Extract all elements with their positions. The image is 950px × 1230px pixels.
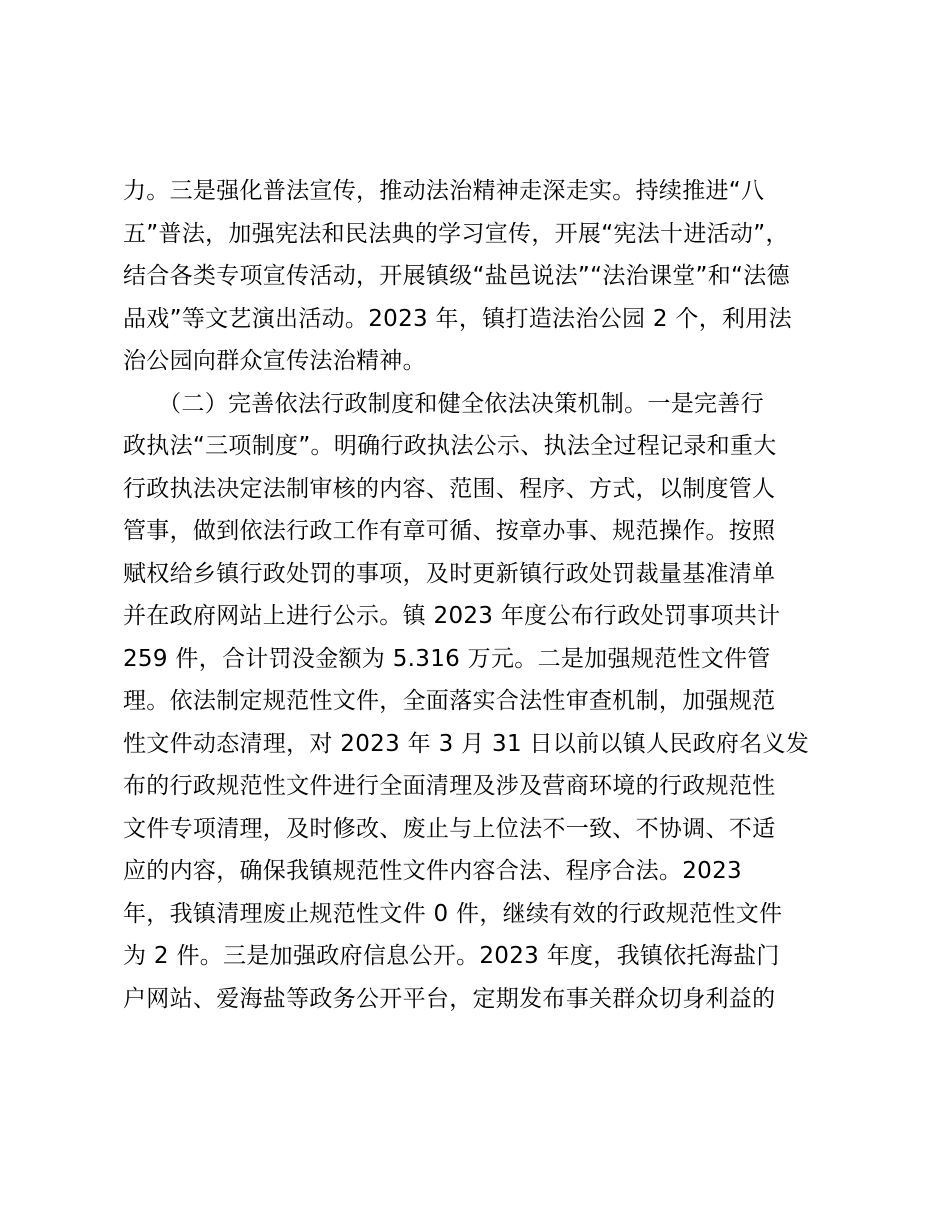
text-line: 治公园向群众宣传法治精神。 bbox=[123, 348, 426, 374]
text-line: 文件专项清理，及时修改、废止与上位法不一致、不协调、不适 bbox=[123, 815, 776, 842]
text-line: 为 2 件。三是加强政府信息公开。2023 年度，我镇依托海盐门 bbox=[123, 943, 780, 969]
text-line: 品戏”等文艺演出活动。2023 年，镇打造法治公园 2 个，利用法 bbox=[123, 305, 792, 332]
text-line: 行政执法决定法制审核的内容、范围、程序、方式，以制度管人 bbox=[123, 475, 776, 502]
text-line: 259 件，合计罚没金额为 5.316 万元。二是加强规范性文件管 bbox=[123, 645, 771, 672]
text-line: 政执法“三项制度”。明确行政执法公示、执法全过程记录和重大 bbox=[123, 433, 777, 459]
text-line: 户网站、爱海盐等政务公开平台，定期发布事关群众切身利益的 bbox=[123, 985, 776, 1012]
text-line: 管事，做到依法行政工作有章可循、按章办事、规范操作。按照 bbox=[123, 518, 776, 544]
text-line: 年，我镇清理废止规范性文件 0 件，继续有效的行政规范性文件 bbox=[123, 900, 783, 927]
text-line: 理。依法制定规范性文件，全面落实合法性审查机制，加强规范 bbox=[123, 688, 776, 714]
text-line: 五”普法，加强宪法和民法典的学习宣传，开展“宪法十进活动”， bbox=[123, 220, 789, 247]
body-text bbox=[123, 170, 843, 1020]
text-line: 并在政府网站上进行公示。镇 2023 年度公布行政处罚事项共计 bbox=[123, 603, 781, 629]
section-heading-line: （二）完善依法行政制度和健全依法决策机制。一是完善行 bbox=[123, 390, 764, 417]
text-line: 结合各类专项宣传活动，开展镇级“盐邑说法”“法治课堂”和“法德 bbox=[123, 263, 790, 289]
text-line: 赋权给乡镇行政处罚的事项，及时更新镇行政处罚裁量基准清单 bbox=[123, 560, 776, 587]
text-line: 布的行政规范性文件进行全面清理及涉及营商环境的行政规范性 bbox=[123, 773, 776, 799]
text-line: 力。三是强化普法宣传，推动法治精神走深走实。持续推进“八 bbox=[123, 178, 765, 204]
text-line: 应的内容，确保我镇规范性文件内容合法、程序合法。2023 bbox=[123, 858, 742, 884]
text-line: 性文件动态清理，对 2023 年 3 月 31 日以前以镇人民政府名义发 bbox=[123, 730, 810, 757]
